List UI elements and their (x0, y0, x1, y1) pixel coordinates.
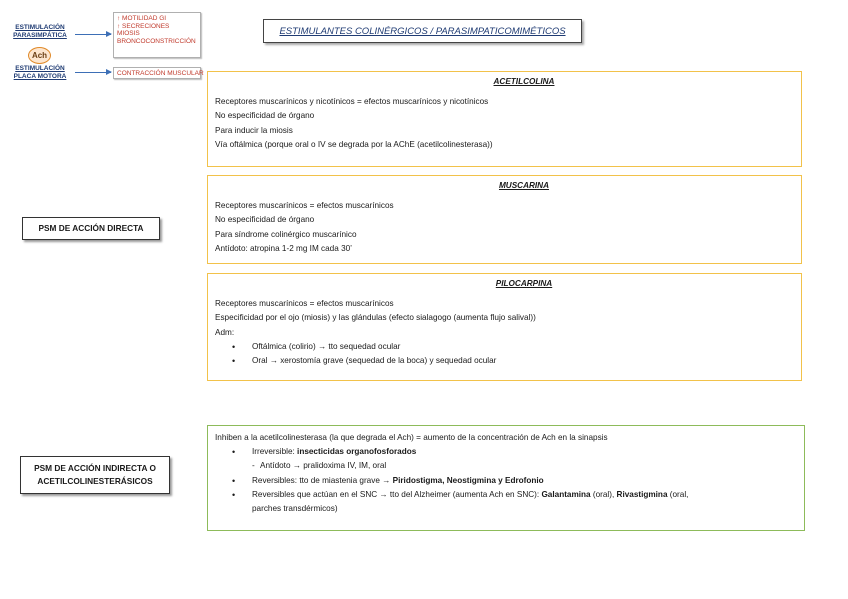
indirecta-panel (207, 425, 805, 531)
effect-item: ↑ MOTILIDAD GI (117, 15, 167, 22)
indirecta-sub-antidoto: - Antídoto → pralidoxima IV, IM, oral (215, 459, 796, 473)
page-title: ESTIMULANTES COLINÉRGICOS / PARASIMPATICOMIMÉTICOS (263, 19, 582, 43)
effect-item: ↑ SECRECIONES (117, 22, 170, 30)
bullet-text: (oral), (590, 489, 617, 499)
label-estimulacion-placa-motora: ESTIMULACIÓN PLACA MOTORA (13, 65, 67, 80)
bullet-text: Irreversible: (252, 447, 298, 457)
indirecta-bullet-reversibles (215, 474, 796, 488)
bullet-text: Reversibles que actúan en el SNC → tto del Alzheimer (aumenta Ach en SNC): (252, 489, 542, 499)
bullet-bold-text: Galantamina (541, 489, 591, 499)
indirect-action-label: PSM DE ACCIÓN INDIRECTA O ACETILCOLINESTERÁSICOS (20, 456, 170, 494)
ach-badge: Ach (28, 47, 51, 64)
acetilcolina-panel (207, 71, 802, 167)
pilocarpina-line: Adm: (215, 327, 235, 337)
arrow-placa-motora (75, 72, 111, 73)
indirecta-bullet-snc (215, 488, 796, 502)
muscarina-line: Para síndrome colinérgico muscarínico (215, 229, 357, 239)
arrow-parasimpatica (75, 34, 111, 35)
pilocarpina-line: Especificidad por el ojo (miosis) y las glándulas (efecto sialagogo (aumenta flujo salival)) (215, 313, 536, 323)
bullet-bold-text: insecticidas organofosforados (297, 447, 417, 457)
bullet-bold-text: Rivastigmina (616, 489, 668, 499)
effects-parasimpatica-box (113, 12, 201, 58)
acetilcolina-line: Receptores muscarínicos y nicotínicos = efectos muscarínicos y nicotínicos (215, 97, 489, 107)
bullet-text: (oral, (667, 489, 689, 499)
acetilcolina-title: ACETILCOLINA (493, 77, 555, 86)
muscarina-line: Receptores muscarínicos = efectos muscarínicos (215, 201, 394, 211)
effect-item: BRONCOCONSTRICCIÓN (117, 37, 196, 45)
pilocarpina-panel (207, 273, 802, 381)
pilocarpina-line: Receptores muscarínicos = efectos muscarínicos (215, 299, 394, 309)
effect-item: MIOSIS (117, 30, 140, 38)
pilocarpina-bullet: • Oftálmica (colirio) → tto sequedad ocular (215, 340, 793, 354)
indirecta-bullet-irreversible (215, 445, 796, 459)
acetilcolina-line: No especificidad de órgano (215, 111, 315, 121)
pilocarpina-title: PILOCARPINA (495, 279, 553, 288)
effect-item: CONTRACCIÓN MUSCULAR (117, 70, 204, 77)
muscarina-line: Antídoto: atropina 1-2 mg IM cada 30’ (215, 243, 352, 253)
muscarina-panel (207, 175, 802, 264)
muscarina-title: MUSCARINA (498, 181, 550, 190)
bullet-bold-text: → Piridostigma, Neostigmina y Edrofonio (382, 475, 544, 485)
indirecta-intro: Inhiben a la acetilcolinesterasa (la que degrada el Ach) = aumento de la concentración de Ach en la sinapsis (215, 433, 608, 442)
label-estimulacion-parasimpatica: ESTIMULACIÓN PARASIMPÁTICA (13, 24, 67, 39)
acetilcolina-line: Vía oftálmica (porque oral o IV se degrada por la AChE (acetilcolinesterasa)) (215, 139, 493, 149)
acetilcolina-line: Para inducir la miosis (215, 125, 293, 135)
indirecta-snc-continuation: parches transdérmicos) (252, 504, 338, 514)
direct-action-label: PSM DE ACCIÓN DIRECTA (22, 217, 160, 240)
pilocarpina-bullet: • Oral → xerostomía grave (sequedad de la boca) y sequedad ocular (215, 354, 793, 368)
bullet-text: Reversibles: tto de miastenia grave (252, 475, 383, 485)
effect-placa-box (113, 67, 204, 79)
muscarina-line: No especificidad de órgano (215, 215, 315, 225)
